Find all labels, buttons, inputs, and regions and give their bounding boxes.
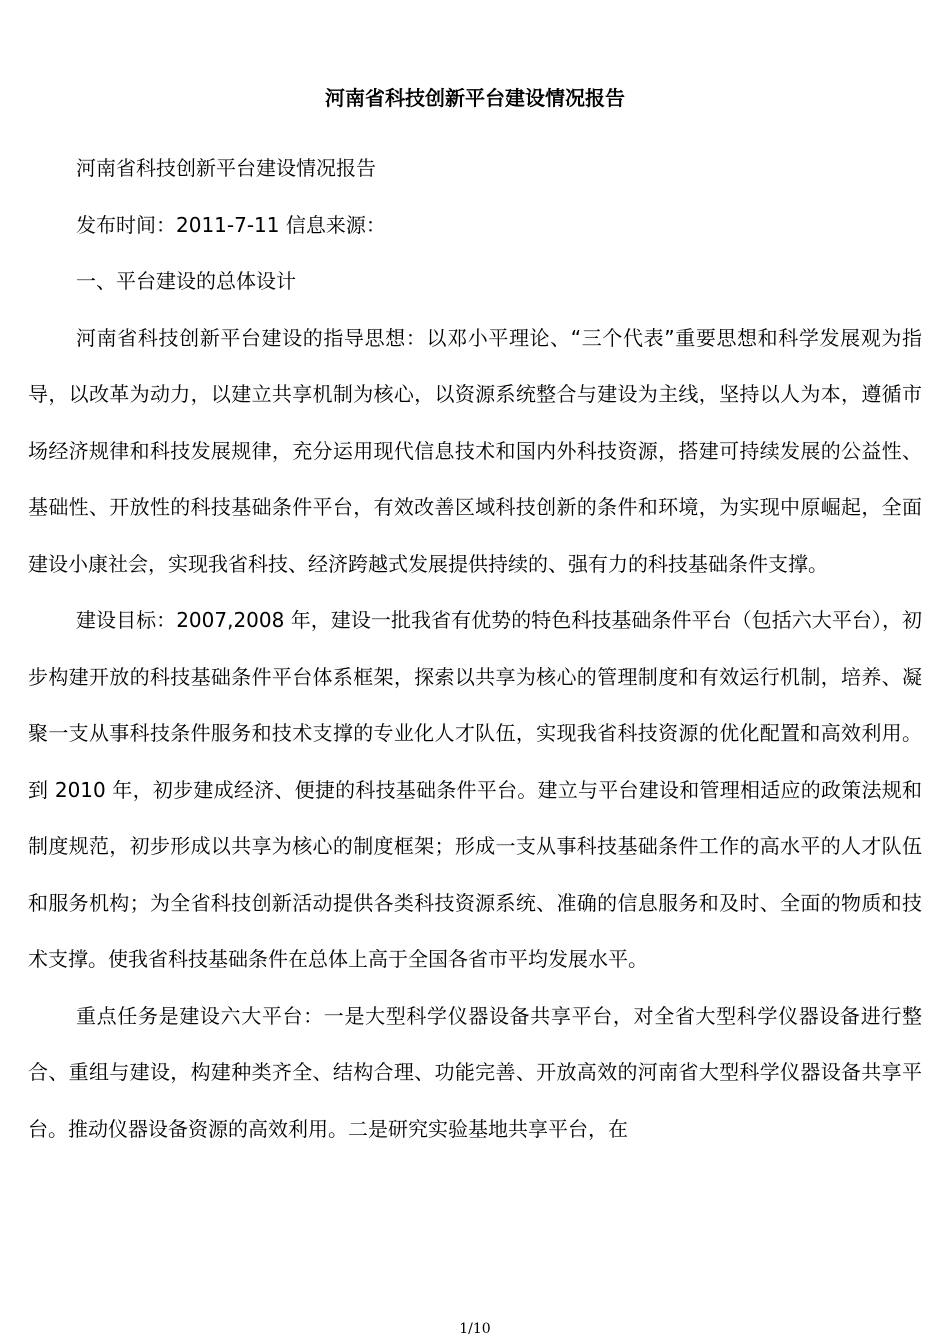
paragraph-guiding-ideology: 河南省科技创新平台建设的指导思想：以邓小平理论、“三个代表”重要思想和科学发展观为指导，以改革为动力，以建立共享机制为核心，以资源系统整合与建设为主线，坚持以人为本，遵循市场经济规律和科技发展规律，充分运用现代信息技术和国内外科技资源，搭建可持续发展的公益性、基础性、开放性的科技基础条件平台，有效改善区域科技创新的条件和环境，为实现中原崛起，全面建设小康社会，实现我省科技、经济跨越式发展提供持续的、强有力的科技基础条件支撑。	[28, 325, 922, 576]
document-title: 河南省科技创新平台建设情况报告	[325, 86, 625, 110]
document-body	[28, 140, 922, 1157]
paragraph-construction-goals: 建设目标：2007,2008 年，建设一批我省有优势的特色科技基础条件平台（包括六大平台），初步构建开放的科技基础条件平台体系框架，探索以共享为核心的管理制度和有效运行机制，培养、凝聚一支从事科技条件服务和技术支撑的专业化人才队伍，实现我省科技资源的优化配置和高效利用。到 2010 年，初步建成经济、便捷的科技基础条件平台。建立与平台建设和管理相适应的政策法规和制度规范，初步形成以共享为核心的制度框架；形成一支从事科技基础条件工作的高水平的人才队伍和服务机构；为全省科技创新活动提供各类科技资源系统、准确的信息服务和及时、全面的物质和技术支撑。使我省科技基础条件在总体上高于全国各省市平均发展水平。	[28, 608, 922, 971]
paragraph-key-tasks: 重点任务是建设六大平台：一是大型科学仪器设备共享平台，对全省大型科学仪器设备进行整合、重组与建设，构建种类齐全、结构合理、功能完善、开放高效的河南省大型科学仪器设备共享平台。推动仪器设备资源的高效利用。二是研究实验基地共享平台，在	[28, 1003, 922, 1141]
paragraph-subtitle: 河南省科技创新平台建设情况报告	[76, 156, 376, 180]
paragraph-publish-info: 发布时间：2011-7-11 信息来源：	[76, 212, 386, 237]
page-number: 1/10	[459, 1321, 491, 1337]
section-heading: 一、平台建设的总体设计	[76, 269, 296, 293]
